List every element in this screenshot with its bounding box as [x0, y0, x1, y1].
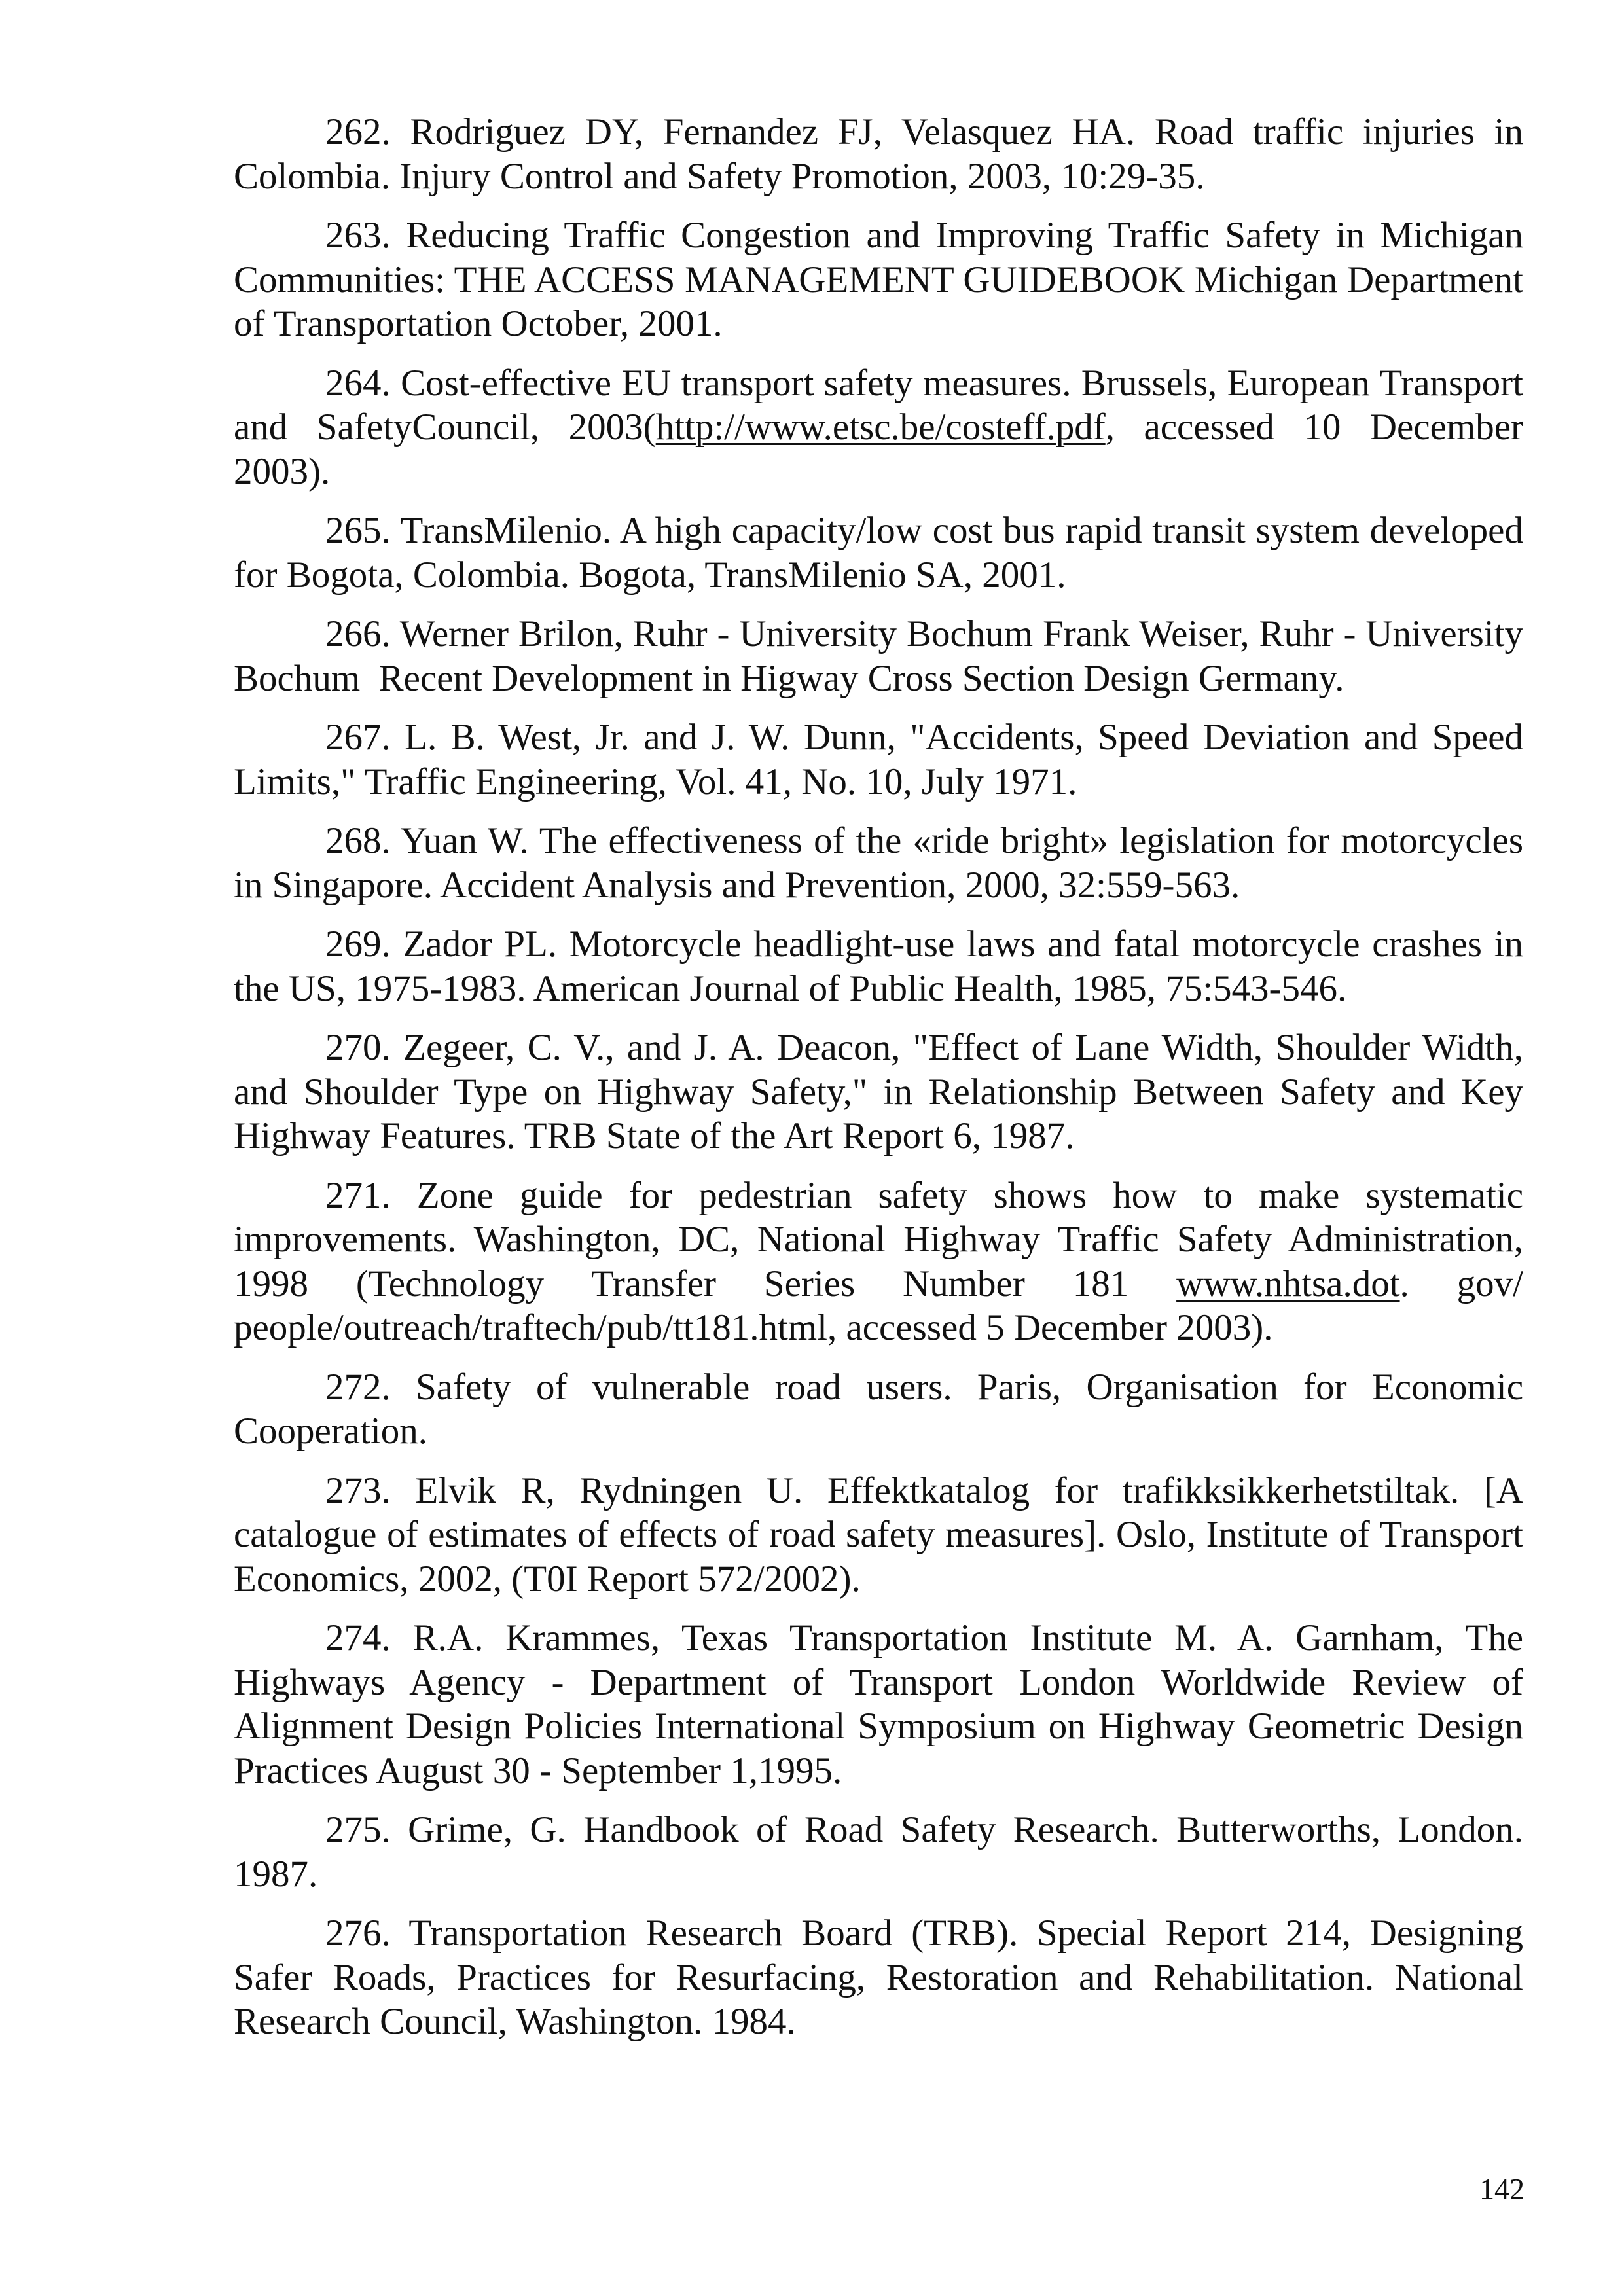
reference-item	[234, 1174, 1523, 1350]
reference-text: , accessed 10 December 2003).	[234, 406, 1524, 492]
reference-item	[234, 612, 1533, 700]
reference-number: 272.	[325, 1366, 391, 1408]
reference-item	[234, 1808, 1523, 1896]
reference-text: Zone guide for pedestrian safety shows how to make systematic improvements. Washington, DC, National Highway Traffic Safety Administration, 1998 (Technology Transfer Series Number 181	[234, 1174, 1523, 1304]
reference-number: 263.	[325, 215, 391, 256]
reference-item	[234, 1616, 1523, 1793]
reference-number: 262.	[325, 111, 391, 152]
reference-text: Werner Brilon, Ruhr - University Bochum Frank Weiser, Ruhr - University Bochum Recent Development in Higway Cross Section Design Germany.	[234, 613, 1533, 699]
reference-item	[234, 1026, 1523, 1158]
reference-text: R.A. Krammes, Texas Transportation Institute M. A. Garnham, The Highways Agency - Department of Transport London Worldwide Review of Alignment Design Policies International Symposium on Highway Geometric Design Practices August 30 - September 1,1995.	[234, 1617, 1523, 1791]
reference-number: 268.	[325, 820, 391, 861]
reference-number: 265.	[325, 510, 391, 551]
reference-text: Cost-effective EU transport safety measures. Brussels, European Transport and SafetyCouncil, 2003(	[234, 362, 1523, 448]
reference-text: Zegeer, C. V., and J. A. Deacon, "Effect of Lane Width, Shoulder Width, and Shoulder Type on Highway Safety," in Relationship Between Safety and Key Highway Features. TRB State of the Art Report 6, 1987.	[234, 1027, 1524, 1157]
reference-item	[234, 922, 1523, 1011]
reference-item	[234, 361, 1523, 494]
reference-list	[234, 110, 1533, 2059]
reference-number: 275.	[325, 1809, 391, 1850]
page-number: 142	[1479, 2172, 1525, 2206]
reference-item	[234, 1469, 1523, 1602]
reference-number: 273.	[325, 1469, 391, 1511]
reference-text: Zador PL. Motorcycle headlight-use laws and fatal motorcycle crashes in the US, 1975-1983. American Journal of Public Health, 1985, 75:543-546.	[234, 924, 1523, 1009]
reference-item	[234, 715, 1523, 804]
reference-text: Yuan W. The effectiveness of the «ride bright» legislation for motorcycles in Singapore. Accident Analysis and Prevention, 2000, 32:559-563.	[234, 820, 1524, 906]
reference-text: . gov/ people/outreach/traftech/pub/tt181.html, accessed 5 December 2003).	[234, 1263, 1524, 1348]
reference-number: 276.	[325, 1912, 391, 1954]
reference-number: 271.	[325, 1174, 391, 1216]
reference-text: Elvik R, Rydningen U. Effektkatalog for trafikksikkerhetstiltak. [A catalogue of estimates of effects of road safety measures]. Oslo, Institute of Transport Economics, 2002, (T0I Report 572/2002).	[234, 1469, 1523, 1600]
reference-item	[234, 110, 1523, 198]
reference-number: 267.	[325, 717, 391, 758]
reference-item	[234, 819, 1523, 907]
reference-item	[234, 1911, 1523, 2044]
reference-text: TransMilenio. A high capacity/low cost bus rapid transit system developed for Bogota, Colombia. Bogota, TransMilenio SA, 2001.	[234, 510, 1523, 596]
reference-item	[234, 509, 1523, 597]
reference-link[interactable]: http://www.etsc.be/costeff.pdf	[655, 406, 1106, 448]
reference-number: 269.	[325, 924, 391, 965]
reference-number: 264.	[325, 362, 391, 404]
reference-text: L. B. West, Jr. and J. W. Dunn, "Accidents, Speed Deviation and Speed Limits," Traffic Engineering, Vol. 41, No. 10, July 1971.	[234, 717, 1524, 802]
reference-number: 266.	[325, 613, 391, 655]
reference-text: Reducing Traffic Congestion and Improving Traffic Safety in Michigan Communities: THE ACCESS MANAGEMENT GUIDEBOOK Michigan Department of Transportation October, 2001.	[234, 215, 1524, 344]
reference-text: Safety of vulnerable road users. Paris, Organisation for Economic Cooperation.	[234, 1366, 1523, 1452]
reference-number: 270.	[325, 1027, 391, 1068]
reference-number: 274.	[325, 1617, 391, 1659]
reference-link[interactable]: www.nhtsa.dot	[1176, 1263, 1400, 1304]
reference-text: Grime, G. Handbook of Road Safety Research. Butterworths, London. 1987.	[234, 1809, 1523, 1895]
reference-item	[234, 213, 1523, 346]
reference-text: Rodriguez DY, Fernandez FJ, Velasquez HA. Road traffic injuries in Colombia. Injury Control and Safety Promotion, 2003, 10:29-35.	[234, 111, 1523, 197]
reference-item	[234, 1365, 1523, 1454]
reference-text: Transportation Research Board (TRB). Special Report 214, Designing Safer Roads, Practices for Resurfacing, Restoration and Rehabilitation. National Research Council, Washington. 1984.	[234, 1912, 1523, 2042]
